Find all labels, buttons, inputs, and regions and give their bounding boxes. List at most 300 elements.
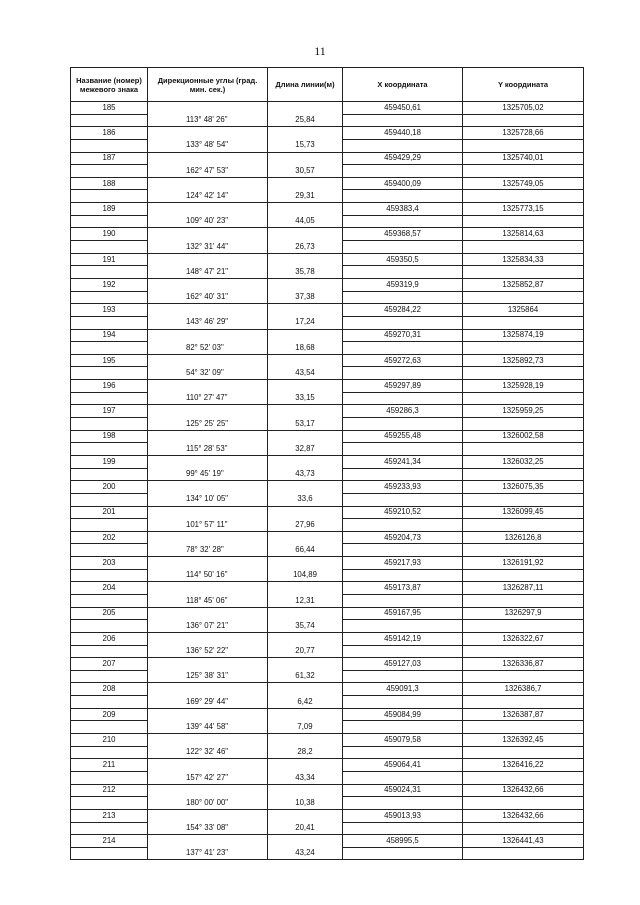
empty-cell	[343, 418, 463, 431]
empty-cell	[343, 670, 463, 683]
point-name-cell: 189	[71, 203, 148, 216]
x-coordinate-cell: 459013,93	[343, 809, 463, 822]
empty-cell	[343, 493, 463, 506]
empty-cell	[268, 531, 343, 544]
direction-angle-cell: 143° 46' 29"	[148, 316, 268, 329]
direction-angle-cell: 137° 41' 23"	[148, 847, 268, 860]
point-name-cell: 198	[71, 430, 148, 443]
empty-cell	[148, 380, 268, 393]
empty-cell	[148, 809, 268, 822]
x-coordinate-cell: 459204,73	[343, 531, 463, 544]
empty-cell	[148, 658, 268, 671]
x-coordinate-cell: 459286,3	[343, 405, 463, 418]
segment-row	[71, 670, 584, 683]
empty-cell	[463, 342, 584, 355]
empty-cell	[268, 152, 343, 165]
segment-row	[71, 190, 584, 203]
empty-cell	[463, 797, 584, 810]
empty-cell	[343, 620, 463, 633]
x-coordinate-cell: 459091,3	[343, 683, 463, 696]
line-length-cell: 33,15	[268, 392, 343, 405]
y-coordinate-cell: 1326416,22	[463, 759, 584, 772]
x-coordinate-cell: 459241,34	[343, 455, 463, 468]
y-coordinate-cell: 1325749,05	[463, 177, 584, 190]
empty-cell	[71, 721, 148, 734]
point-name-cell: 201	[71, 506, 148, 519]
segment-row	[71, 594, 584, 607]
point-row	[71, 835, 584, 848]
x-coordinate-cell: 459450,61	[343, 102, 463, 115]
empty-cell	[71, 114, 148, 127]
direction-angle-cell: 124° 42' 14"	[148, 190, 268, 203]
empty-cell	[71, 822, 148, 835]
x-coordinate-cell: 459167,95	[343, 607, 463, 620]
segment-row	[71, 696, 584, 709]
segment-row	[71, 721, 584, 734]
empty-cell	[71, 316, 148, 329]
empty-cell	[268, 304, 343, 317]
direction-angle-cell: 115° 28' 53"	[148, 443, 268, 456]
x-coordinate-cell: 459064,41	[343, 759, 463, 772]
segment-row	[71, 822, 584, 835]
point-row	[71, 455, 584, 468]
point-row	[71, 557, 584, 570]
point-name-cell: 204	[71, 582, 148, 595]
direction-angle-cell: 110° 27' 47"	[148, 392, 268, 405]
point-name-cell: 185	[71, 102, 148, 115]
point-row	[71, 708, 584, 721]
empty-cell	[71, 797, 148, 810]
empty-cell	[343, 291, 463, 304]
empty-cell	[148, 278, 268, 291]
segment-row	[71, 620, 584, 633]
line-length-cell: 12,31	[268, 594, 343, 607]
direction-angle-cell: 82° 52' 03"	[148, 342, 268, 355]
point-row	[71, 228, 584, 241]
line-length-cell: 44,05	[268, 215, 343, 228]
empty-cell	[71, 493, 148, 506]
empty-cell	[71, 367, 148, 380]
direction-angle-cell: 54° 32' 09"	[148, 367, 268, 380]
empty-cell	[343, 468, 463, 481]
direction-angle-cell: 114° 50' 16"	[148, 569, 268, 582]
point-row	[71, 278, 584, 291]
y-coordinate-cell: 1325814,63	[463, 228, 584, 241]
empty-cell	[148, 152, 268, 165]
empty-cell	[148, 607, 268, 620]
point-name-cell: 188	[71, 177, 148, 190]
empty-cell	[343, 544, 463, 557]
page-number: 11	[314, 44, 326, 58]
y-coordinate-cell: 1325892,73	[463, 354, 584, 367]
empty-cell	[148, 557, 268, 570]
empty-cell	[71, 670, 148, 683]
point-name-cell: 212	[71, 784, 148, 797]
empty-cell	[148, 203, 268, 216]
line-length-cell: 104,89	[268, 569, 343, 582]
point-row	[71, 734, 584, 747]
y-coordinate-cell: 1326287,11	[463, 582, 584, 595]
segment-row	[71, 797, 584, 810]
segment-row	[71, 847, 584, 860]
x-coordinate-cell: 459284,22	[343, 304, 463, 317]
empty-cell	[343, 594, 463, 607]
empty-cell	[268, 228, 343, 241]
empty-cell	[343, 746, 463, 759]
segment-row	[71, 114, 584, 127]
header-x: X координата	[343, 68, 463, 102]
empty-cell	[463, 493, 584, 506]
empty-cell	[463, 190, 584, 203]
empty-cell	[71, 594, 148, 607]
y-coordinate-cell: 1326432,66	[463, 784, 584, 797]
empty-cell	[71, 746, 148, 759]
point-name-cell: 190	[71, 228, 148, 241]
point-row	[71, 380, 584, 393]
segment-row	[71, 418, 584, 431]
direction-angle-cell: 125° 25' 25"	[148, 418, 268, 431]
y-coordinate-cell: 1326336,87	[463, 658, 584, 671]
line-length-cell: 25,84	[268, 114, 343, 127]
segment-row	[71, 645, 584, 658]
empty-cell	[343, 569, 463, 582]
x-coordinate-cell: 459127,03	[343, 658, 463, 671]
segment-row	[71, 519, 584, 532]
point-row	[71, 759, 584, 772]
point-row	[71, 405, 584, 418]
empty-cell	[463, 392, 584, 405]
line-length-cell: 66,44	[268, 544, 343, 557]
x-coordinate-cell: 459142,19	[343, 632, 463, 645]
empty-cell	[71, 418, 148, 431]
empty-cell	[148, 531, 268, 544]
direction-angle-cell: 133° 48' 54"	[148, 139, 268, 152]
direction-angle-cell: 101° 57' 11"	[148, 519, 268, 532]
empty-cell	[148, 683, 268, 696]
empty-cell	[343, 114, 463, 127]
x-coordinate-cell: 459233,93	[343, 481, 463, 494]
empty-cell	[71, 519, 148, 532]
direction-angle-cell: 122° 32' 46"	[148, 746, 268, 759]
empty-cell	[463, 620, 584, 633]
x-coordinate-cell: 459383,4	[343, 203, 463, 216]
header-length: Длина линии(м)	[268, 68, 343, 102]
empty-cell	[268, 658, 343, 671]
y-coordinate-cell: 1326432,66	[463, 809, 584, 822]
segment-row	[71, 468, 584, 481]
point-name-cell: 194	[71, 329, 148, 342]
y-coordinate-cell: 1326297,9	[463, 607, 584, 620]
point-row	[71, 481, 584, 494]
segment-row	[71, 266, 584, 279]
boundary-coordinates-table	[70, 67, 584, 860]
empty-cell	[71, 847, 148, 860]
empty-cell	[343, 190, 463, 203]
direction-angle-cell: 148° 47' 21"	[148, 266, 268, 279]
point-row	[71, 784, 584, 797]
y-coordinate-cell: 1326191,92	[463, 557, 584, 570]
y-coordinate-cell: 1325705,02	[463, 102, 584, 115]
line-length-cell: 17,24	[268, 316, 343, 329]
line-length-cell: 20,41	[268, 822, 343, 835]
empty-cell	[463, 241, 584, 254]
empty-cell	[343, 342, 463, 355]
point-row	[71, 683, 584, 696]
empty-cell	[148, 835, 268, 848]
y-coordinate-cell: 1326002,58	[463, 430, 584, 443]
line-length-cell: 32,87	[268, 443, 343, 456]
empty-cell	[148, 253, 268, 266]
empty-cell	[148, 405, 268, 418]
header-angle: Дирекционные углы (град. мин. сек.)	[148, 68, 268, 102]
empty-cell	[71, 392, 148, 405]
point-name-cell: 205	[71, 607, 148, 620]
empty-cell	[463, 544, 584, 557]
empty-cell	[463, 291, 584, 304]
empty-cell	[71, 569, 148, 582]
x-coordinate-cell: 459084,99	[343, 708, 463, 721]
point-row	[71, 152, 584, 165]
empty-cell	[71, 165, 148, 178]
empty-cell	[343, 316, 463, 329]
x-coordinate-cell: 459429,29	[343, 152, 463, 165]
empty-cell	[463, 519, 584, 532]
empty-cell	[463, 645, 584, 658]
x-coordinate-cell: 459400,09	[343, 177, 463, 190]
empty-cell	[343, 696, 463, 709]
empty-cell	[148, 506, 268, 519]
y-coordinate-cell: 1325852,87	[463, 278, 584, 291]
segment-row	[71, 139, 584, 152]
empty-cell	[148, 759, 268, 772]
y-coordinate-cell: 1326387,87	[463, 708, 584, 721]
point-row	[71, 102, 584, 115]
y-coordinate-cell: 1326392,45	[463, 734, 584, 747]
segment-row	[71, 569, 584, 582]
empty-cell	[268, 708, 343, 721]
direction-angle-cell: 132° 31' 44"	[148, 241, 268, 254]
empty-cell	[148, 455, 268, 468]
point-row	[71, 531, 584, 544]
direction-angle-cell: 134° 10' 05"	[148, 493, 268, 506]
empty-cell	[463, 316, 584, 329]
direction-angle-cell: 113° 48' 26"	[148, 114, 268, 127]
point-row	[71, 253, 584, 266]
y-coordinate-cell: 1326075,35	[463, 481, 584, 494]
x-coordinate-cell: 458995,5	[343, 835, 463, 848]
point-name-cell: 191	[71, 253, 148, 266]
line-length-cell: 29,31	[268, 190, 343, 203]
segment-row	[71, 165, 584, 178]
empty-cell	[343, 797, 463, 810]
empty-cell	[148, 784, 268, 797]
empty-cell	[148, 304, 268, 317]
empty-cell	[71, 696, 148, 709]
point-row	[71, 127, 584, 140]
empty-cell	[343, 392, 463, 405]
segment-row	[71, 291, 584, 304]
direction-angle-cell: 162° 47' 53"	[148, 165, 268, 178]
segment-row	[71, 544, 584, 557]
empty-cell	[268, 582, 343, 595]
point-row	[71, 658, 584, 671]
point-row	[71, 177, 584, 190]
empty-cell	[268, 430, 343, 443]
x-coordinate-cell: 459079,58	[343, 734, 463, 747]
segment-row	[71, 493, 584, 506]
y-coordinate-cell: 1325874,19	[463, 329, 584, 342]
empty-cell	[343, 721, 463, 734]
line-length-cell: 37,38	[268, 291, 343, 304]
empty-cell	[463, 721, 584, 734]
x-coordinate-cell: 459440,18	[343, 127, 463, 140]
segment-row	[71, 215, 584, 228]
empty-cell	[148, 177, 268, 190]
x-coordinate-cell: 459297,89	[343, 380, 463, 393]
empty-cell	[463, 670, 584, 683]
empty-cell	[71, 443, 148, 456]
empty-cell	[148, 708, 268, 721]
empty-cell	[148, 481, 268, 494]
point-name-cell: 213	[71, 809, 148, 822]
empty-cell	[71, 241, 148, 254]
empty-cell	[148, 127, 268, 140]
point-row	[71, 582, 584, 595]
empty-cell	[463, 822, 584, 835]
direction-angle-cell: 139° 44' 58"	[148, 721, 268, 734]
table-header-row	[71, 68, 584, 102]
empty-cell	[268, 835, 343, 848]
point-name-cell: 214	[71, 835, 148, 848]
point-name-cell: 206	[71, 632, 148, 645]
y-coordinate-cell: 1325740,01	[463, 152, 584, 165]
point-name-cell: 203	[71, 557, 148, 570]
empty-cell	[148, 102, 268, 115]
point-row	[71, 329, 584, 342]
empty-cell	[343, 443, 463, 456]
line-length-cell: 26,73	[268, 241, 343, 254]
empty-cell	[268, 506, 343, 519]
point-row	[71, 354, 584, 367]
empty-cell	[463, 418, 584, 431]
empty-cell	[268, 278, 343, 291]
empty-cell	[71, 771, 148, 784]
empty-cell	[268, 455, 343, 468]
direction-angle-cell: 154° 33' 08"	[148, 822, 268, 835]
empty-cell	[268, 759, 343, 772]
x-coordinate-cell: 459368,57	[343, 228, 463, 241]
empty-cell	[71, 190, 148, 203]
line-length-cell: 61,32	[268, 670, 343, 683]
empty-cell	[268, 329, 343, 342]
empty-cell	[71, 266, 148, 279]
segment-row	[71, 443, 584, 456]
y-coordinate-cell: 1326441,43	[463, 835, 584, 848]
empty-cell	[343, 215, 463, 228]
x-coordinate-cell: 459217,93	[343, 557, 463, 570]
point-row	[71, 430, 584, 443]
empty-cell	[268, 557, 343, 570]
table-body	[71, 102, 584, 860]
empty-cell	[71, 139, 148, 152]
line-length-cell: 15,73	[268, 139, 343, 152]
line-length-cell: 7,09	[268, 721, 343, 734]
empty-cell	[268, 632, 343, 645]
empty-cell	[71, 645, 148, 658]
empty-cell	[148, 632, 268, 645]
empty-cell	[268, 481, 343, 494]
empty-cell	[463, 165, 584, 178]
empty-cell	[148, 329, 268, 342]
empty-cell	[148, 734, 268, 747]
y-coordinate-cell: 1326032,25	[463, 455, 584, 468]
segment-row	[71, 746, 584, 759]
direction-angle-cell: 109° 40' 23"	[148, 215, 268, 228]
x-coordinate-cell: 459210,52	[343, 506, 463, 519]
empty-cell	[463, 367, 584, 380]
empty-cell	[268, 203, 343, 216]
empty-cell	[71, 215, 148, 228]
empty-cell	[463, 847, 584, 860]
x-coordinate-cell: 459319,9	[343, 278, 463, 291]
empty-cell	[71, 291, 148, 304]
line-length-cell: 35,78	[268, 266, 343, 279]
point-name-cell: 195	[71, 354, 148, 367]
empty-cell	[343, 367, 463, 380]
line-length-cell: 35,74	[268, 620, 343, 633]
empty-cell	[268, 380, 343, 393]
line-length-cell: 53,17	[268, 418, 343, 431]
empty-cell	[71, 544, 148, 557]
empty-cell	[463, 443, 584, 456]
empty-cell	[268, 102, 343, 115]
direction-angle-cell: 157° 42' 27"	[148, 771, 268, 784]
point-row	[71, 632, 584, 645]
direction-angle-cell: 99° 45' 19"	[148, 468, 268, 481]
segment-row	[71, 367, 584, 380]
line-length-cell: 43,24	[268, 847, 343, 860]
empty-cell	[268, 784, 343, 797]
direction-angle-cell: 136° 52' 22"	[148, 645, 268, 658]
point-row	[71, 607, 584, 620]
empty-cell	[463, 266, 584, 279]
line-length-cell: 28,2	[268, 746, 343, 759]
empty-cell	[463, 594, 584, 607]
segment-row	[71, 392, 584, 405]
direction-angle-cell: 78° 32' 28"	[148, 544, 268, 557]
point-row	[71, 203, 584, 216]
y-coordinate-cell: 1325928,19	[463, 380, 584, 393]
point-name-cell: 199	[71, 455, 148, 468]
x-coordinate-cell: 459350,5	[343, 253, 463, 266]
line-length-cell: 6,42	[268, 696, 343, 709]
point-name-cell: 211	[71, 759, 148, 772]
empty-cell	[268, 177, 343, 190]
y-coordinate-cell: 1325864	[463, 304, 584, 317]
header-name: Название (номер) межевого знака	[71, 68, 148, 102]
y-coordinate-cell: 1326386,7	[463, 683, 584, 696]
empty-cell	[343, 139, 463, 152]
empty-cell	[463, 746, 584, 759]
header-y: Y координата	[463, 68, 584, 102]
x-coordinate-cell: 459272,63	[343, 354, 463, 367]
segment-row	[71, 342, 584, 355]
line-length-cell: 20,77	[268, 645, 343, 658]
point-row	[71, 809, 584, 822]
empty-cell	[268, 734, 343, 747]
direction-angle-cell: 180° 00' 00"	[148, 797, 268, 810]
segment-row	[71, 241, 584, 254]
